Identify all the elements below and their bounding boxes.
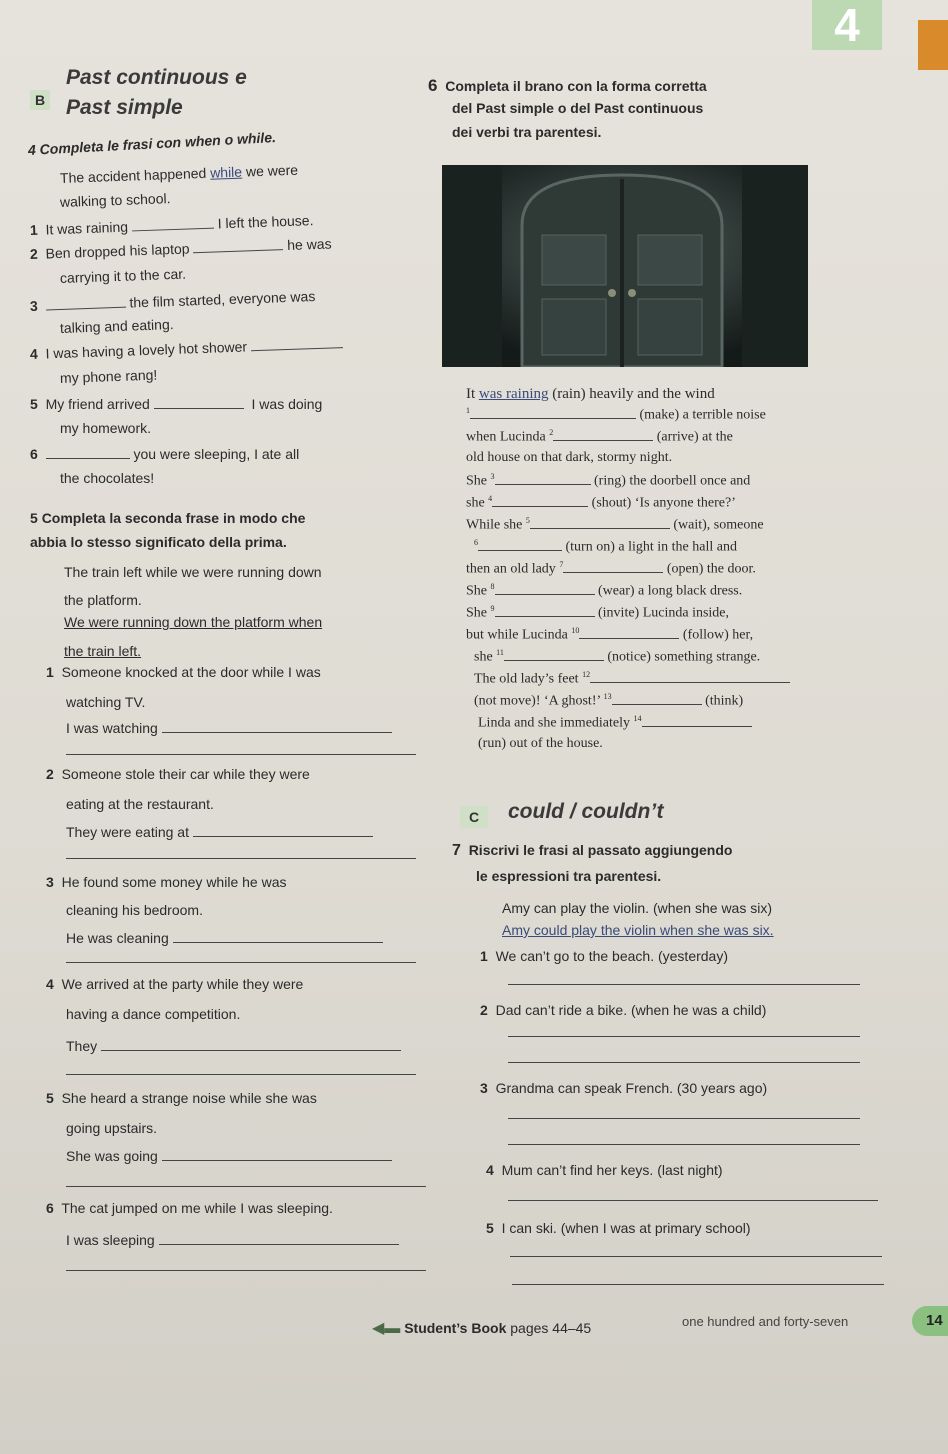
- ex4-item-2-cont: carrying it to the car.: [59, 265, 187, 286]
- item-text: I was doing: [251, 396, 323, 412]
- answer-line[interactable]: [508, 1062, 860, 1063]
- answer-blank[interactable]: [162, 732, 392, 733]
- exercise-7-instruction-2: le espressioni tra parentesi.: [476, 868, 662, 884]
- story-text: (follow) her,: [682, 627, 754, 643]
- example-text: we were: [245, 161, 299, 180]
- ex7-item-5: [486, 1220, 751, 1236]
- answer-line[interactable]: [508, 1200, 878, 1201]
- item-text: Dad can’t ride a bike. (when he was a child): [495, 1002, 767, 1018]
- answer-line[interactable]: [66, 1270, 426, 1271]
- ex5-item-5: [46, 1090, 317, 1106]
- item-text: They were eating at: [66, 824, 189, 840]
- ex5-item-6: [46, 1200, 333, 1216]
- example-text-cont: walking to school.: [59, 190, 171, 210]
- answer-blank[interactable]: [159, 1244, 399, 1245]
- story-text: (ring) the doorbell once and: [594, 473, 751, 489]
- ex5-example-line4: [64, 643, 141, 659]
- exercise-6-instruction-2: del Past simple o del Past continuous: [452, 100, 704, 116]
- exercise-6-heading: [428, 76, 707, 96]
- story-text: (think): [705, 693, 744, 709]
- item-text: She heard a strange noise while she was: [61, 1090, 317, 1106]
- answer-line[interactable]: [66, 962, 416, 963]
- section-letter-b: B: [30, 90, 50, 110]
- story-text: (turn on) a light in the hall and: [565, 539, 737, 555]
- item-text: the film started, everyone was: [129, 288, 316, 311]
- book-pages: pages 44–45: [510, 1320, 592, 1336]
- item-text: Someone stole their car while they were: [61, 766, 310, 782]
- answer-blank[interactable]: [590, 682, 790, 683]
- item-number: 1: [480, 948, 488, 964]
- ex5-item-1: [46, 664, 321, 680]
- item-number: 5: [46, 1090, 54, 1106]
- exercise-number: 7: [452, 842, 461, 859]
- story-line-14: (not move)! ‘A ghost!’ $^{13}$ (think): [474, 692, 744, 709]
- ex7-example: Amy can play the violin. (when she was six): [502, 900, 772, 916]
- answer-blank[interactable]: [470, 418, 636, 419]
- story-text: The old lady’s feet: [474, 671, 579, 687]
- story-line-7: $^6$ (turn on) a light in the hall and: [474, 538, 737, 555]
- ex7-item-2: [480, 1002, 766, 1018]
- answer-blank[interactable]: [504, 660, 604, 661]
- answer-blank[interactable]: [642, 726, 752, 727]
- door-illustration: [442, 165, 808, 367]
- ex5-item-2-cont: eating at the restaurant.: [66, 796, 214, 812]
- item-number: 3: [46, 874, 54, 890]
- exercise-4-example: [60, 162, 299, 186]
- section-letter-c: C: [460, 806, 488, 828]
- ex5-item-1-cont: watching TV.: [66, 694, 146, 710]
- item-text: We arrived at the party while they were: [61, 976, 304, 992]
- ex4-item-1: [30, 212, 314, 238]
- ex5-item-2: [46, 766, 310, 782]
- exercise-number: 6: [428, 76, 438, 95]
- story-text: (not move)! ‘A ghost!’: [474, 693, 601, 709]
- answer-blank[interactable]: [579, 638, 679, 639]
- exercise-7-heading: [452, 842, 732, 860]
- item-text: I can ski. (when I was at primary school): [501, 1220, 751, 1236]
- answer-line[interactable]: [66, 754, 416, 755]
- item-text: I was having a lovely hot shower: [45, 338, 248, 362]
- exercise-instruction: Riscrivi le frasi al passato aggiungendo: [468, 842, 733, 858]
- item-text: The cat jumped on me while I was sleeping.: [61, 1200, 333, 1216]
- exercise-6-instruction-3: dei verbi tra parentesi.: [452, 124, 602, 140]
- item-number: 1: [29, 221, 39, 238]
- haunted-door-photo: [442, 165, 808, 367]
- item-text: He found some money while he was: [61, 874, 287, 890]
- item-text: Someone knocked at the door while I was: [61, 664, 321, 680]
- story-line-6: While she $^5$ (wait), someone: [466, 516, 764, 533]
- story-text: (wait), someone: [673, 517, 764, 533]
- story-line-5: she $^4$ (shout) ‘Is anyone there?’: [466, 494, 736, 511]
- item-text: I was sleeping: [66, 1232, 155, 1248]
- ex7-item-4: [486, 1162, 723, 1178]
- item-number: 4: [486, 1162, 494, 1178]
- ex4-item-2: [30, 235, 332, 262]
- ex4-item-3-cont: talking and eating.: [59, 316, 174, 336]
- exercise-number: 4: [27, 141, 37, 158]
- story-text: (arrive) at the: [656, 429, 733, 445]
- page-number-words: one hundred and forty-seven: [682, 1314, 849, 1329]
- answer-blank[interactable]: [194, 249, 284, 253]
- example-answer: We were running down the platform when: [64, 614, 323, 630]
- story-line-2: when Lucinda $^2$ (arrive) at the: [466, 428, 733, 445]
- item-text: She was going: [66, 1148, 158, 1164]
- item-number: 1: [46, 664, 54, 680]
- answer-line[interactable]: [508, 984, 860, 985]
- item-text: I left the house.: [217, 212, 314, 232]
- ex5-item-4: [46, 976, 303, 992]
- answer-blank[interactable]: [478, 550, 562, 551]
- ex5-example-line1: The train left while we were running down: [64, 564, 322, 580]
- ex5-item-3-cont: cleaning his bedroom.: [66, 902, 203, 918]
- answer-blank[interactable]: [101, 1050, 401, 1051]
- answer-blank[interactable]: [162, 1160, 392, 1161]
- answer-blank[interactable]: [495, 594, 595, 595]
- story-line-9: She $^8$ (wear) a long black dress.: [466, 582, 743, 599]
- section-title-line1: Past continuous e: [66, 66, 247, 89]
- item-number: 5: [30, 396, 38, 412]
- exercise-instruction: Completa le frasi con when o while.: [39, 129, 277, 158]
- story-text: She: [466, 605, 487, 621]
- story-text: but while Lucinda: [466, 627, 568, 643]
- ex5-item-4-cont: having a dance competition.: [66, 1006, 241, 1022]
- page-number-badge: 14: [912, 1306, 948, 1336]
- ex5-item-6-answer: [66, 1232, 399, 1248]
- answer-blank[interactable]: [251, 347, 343, 351]
- ex5-example-line2: the platform.: [64, 592, 142, 608]
- ex5-item-5-cont: going upstairs.: [66, 1120, 158, 1136]
- item-number: 2: [480, 1002, 488, 1018]
- answer-blank[interactable]: [530, 528, 670, 529]
- story-line-13: The old lady’s feet $^{12}$: [474, 670, 790, 688]
- item-number: 2: [46, 766, 54, 782]
- section-title-line2: Past simple: [66, 96, 183, 119]
- item-number: 3: [29, 297, 39, 314]
- example-answer: while: [209, 163, 243, 181]
- story-line-16: (run) out of the house.: [478, 736, 603, 751]
- footer-book-ref[interactable]: [372, 1318, 591, 1338]
- story-line-0: [466, 386, 715, 403]
- ex4-item-6-cont: the chocolates!: [60, 470, 155, 486]
- item-text: you were sleeping, I ate all: [133, 446, 300, 462]
- item-number: 2: [29, 245, 39, 262]
- answer-line[interactable]: [508, 1144, 860, 1145]
- ex5-item-2-answer: [66, 824, 373, 840]
- answer-blank[interactable]: [495, 484, 591, 485]
- answer-blank[interactable]: [553, 440, 653, 441]
- item-text: He was cleaning: [66, 930, 169, 946]
- item-text: We can’t go to the beach. (yesterday): [495, 948, 728, 964]
- item-number: 4: [46, 976, 54, 992]
- story-text: She: [466, 473, 487, 489]
- story-line-8: then an old lady $^7$ (open) the door.: [466, 560, 756, 577]
- answer-line[interactable]: [66, 1074, 416, 1075]
- ex7-item-3: [480, 1080, 767, 1096]
- story-text: (wear) a long black dress.: [598, 583, 743, 599]
- story-text: (invite) Lucinda inside,: [598, 605, 730, 621]
- unit-tab: 4: [812, 0, 882, 50]
- story-text: when Lucinda: [466, 429, 546, 445]
- item-text: Mum can’t find her keys. (last night): [501, 1162, 723, 1178]
- story-text: It: [466, 386, 476, 402]
- answer-blank[interactable]: [612, 704, 702, 705]
- ex5-item-3-answer: [66, 930, 383, 946]
- story-text: (shout) ‘Is anyone there?’: [591, 495, 736, 511]
- story-text: (make) a terrible noise: [639, 407, 766, 423]
- story-text: she: [474, 649, 493, 665]
- answer-line[interactable]: [508, 1118, 860, 1119]
- exercise-instruction: Completa la seconda frase in modo che: [41, 510, 306, 526]
- item-text: It was raining: [45, 218, 129, 238]
- story-answer: was raining: [478, 386, 549, 402]
- answer-line[interactable]: [66, 858, 416, 859]
- ex7-example-answer: Amy could play the violin when she was six.: [502, 922, 774, 938]
- story-line-12: she $^{11}$ (notice) something strange.: [474, 648, 761, 665]
- exercise-5-instruction-cont: abbia lo stesso significato della prima.: [30, 534, 287, 550]
- exercise-instruction: Completa il brano con la forma corretta: [445, 78, 707, 94]
- section-c-title: could / couldn’t: [508, 800, 664, 823]
- item-text: They: [66, 1038, 98, 1054]
- story-text: she: [466, 495, 485, 511]
- ex5-item-3: [46, 874, 286, 890]
- exercise-number: 5: [30, 510, 38, 526]
- item-number: 6: [46, 1200, 54, 1216]
- story-line-10: She $^9$ (invite) Lucinda inside,: [466, 604, 730, 621]
- answer-blank[interactable]: [173, 942, 383, 943]
- ex5-example-line3: [64, 614, 322, 630]
- item-number: 5: [486, 1220, 494, 1236]
- story-text: (notice) something strange.: [607, 649, 761, 665]
- answer-line[interactable]: [508, 1036, 860, 1037]
- answer-blank[interactable]: [492, 506, 588, 507]
- item-text: My friend arrived: [45, 396, 150, 412]
- answer-line[interactable]: [66, 1186, 426, 1187]
- ex4-item-6: [30, 446, 299, 462]
- arrow-left-icon: ◀▬: [372, 1320, 401, 1337]
- ex5-item-4-answer: [66, 1038, 401, 1054]
- story-text: She: [466, 583, 487, 599]
- answer-line[interactable]: [510, 1256, 882, 1257]
- item-text: he was: [286, 235, 332, 254]
- book-label: Student’s Book: [404, 1320, 507, 1336]
- answer-line[interactable]: [512, 1284, 884, 1285]
- answer-blank[interactable]: [132, 228, 214, 232]
- item-number: 4: [29, 345, 39, 362]
- story-text: (rain) heavily and the wind: [552, 386, 715, 402]
- exercise-5-heading: [30, 510, 305, 526]
- example-text: The accident happened: [59, 164, 207, 186]
- story-text: While she: [466, 517, 523, 533]
- edge-strip: [918, 20, 948, 70]
- example-answer: the train left.: [64, 643, 142, 659]
- story-line-4: She $^3$ (ring) the doorbell once and: [466, 472, 751, 489]
- answer-blank[interactable]: [563, 572, 663, 573]
- story-line-3: old house on that dark, stormy night.: [466, 450, 673, 465]
- ex4-item-4-cont: my phone rang!: [59, 366, 158, 386]
- ex4-item-5-cont: my homework.: [60, 420, 152, 436]
- item-number: 3: [480, 1080, 488, 1096]
- story-text: then an old lady: [466, 561, 556, 577]
- ex4-item-4: [30, 335, 343, 362]
- answer-blank[interactable]: [46, 307, 126, 311]
- ex5-item-1-answer: [66, 720, 392, 736]
- answer-blank[interactable]: [46, 458, 130, 459]
- story-text: Linda and she immediately: [478, 715, 631, 731]
- answer-blank[interactable]: [154, 408, 244, 409]
- item-text: Ben dropped his laptop: [45, 240, 190, 262]
- ex4-item-3: [30, 288, 316, 314]
- story-line-1: $^1$ (make) a terrible noise: [466, 406, 766, 423]
- story-line-11: but while Lucinda $^{10}$ (follow) her,: [466, 626, 754, 643]
- ex5-item-5-answer: [66, 1148, 392, 1164]
- item-text: Grandma can speak French. (30 years ago): [495, 1080, 768, 1096]
- answer-blank[interactable]: [495, 616, 595, 617]
- ex7-item-1: [480, 948, 728, 964]
- answer-blank[interactable]: [193, 836, 373, 837]
- ex4-item-5: [30, 396, 322, 412]
- item-text: I was watching: [66, 720, 158, 736]
- story-line-15: Linda and she immediately $^{14}$: [478, 714, 752, 732]
- story-text: (open) the door.: [666, 561, 756, 577]
- item-number: 6: [30, 446, 38, 462]
- exercise-4-heading: [28, 129, 277, 158]
